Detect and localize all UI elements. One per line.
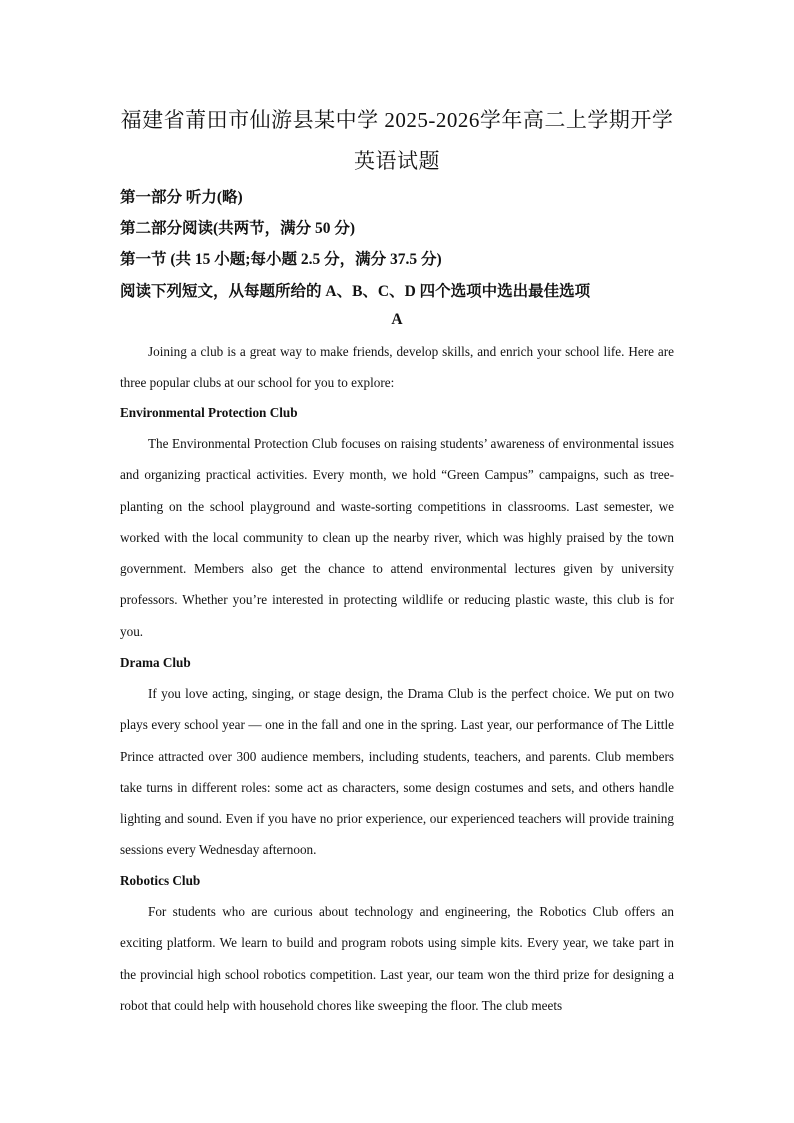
- part-one-heading: 第一部分 听力(略): [120, 189, 243, 206]
- club-heading-drama: Drama Club: [120, 655, 191, 670]
- club-paragraph-drama: If you love acting, singing, or stage design, the Drama Club is the perfect choice. We put on two plays every school year — one in the fall and one in the spring. Last year, our performance of The Little Prince attracted over 300 audience members, including students, teachers, and parents. Club members take turns in different roles: some act as characters, some design costumes and sets, and others handle lighting and sound. Even if you have no prior experience, our experienced teachers will provide training sessions every Wednesday afternoon.: [120, 686, 674, 858]
- part-two-heading: 第二部分阅读(共两节，满分 50 分): [120, 220, 356, 237]
- section-one-heading: 第一节 (共 15 小题;每小题 2.5 分，满分 37.5 分): [120, 251, 442, 268]
- club-heading-environmental: Environmental Protection Club: [120, 405, 298, 420]
- club-paragraph-environmental: The Environmental Protection Club focuses on raising students’ awareness of environmental issues and organizing practical activities. Every month, we hold “Green Campus” campaigns, such as tree-planting on the school playground and waste-sorting competitions in classrooms. Last semester, we worked with the local community to clean up the nearby river, which was highly praised by the town government. Members also get the chance to attend environmental lectures given by university professors. Whether you’re interested in protecting wildlife or reducing plastic waste, this club is for you.: [120, 436, 674, 639]
- reading-instruction: 阅读下列短文，从每题所给的 A、B、C、D 四个选项中选出最佳选项: [120, 283, 591, 300]
- club-paragraph-robotics: For students who are curious about technology and engineering, the Robotics Club offers an exciting platform. We learn to build and program robots using simple kits. Every year, we take part in the provincial high school robotics competition. Last year, our team won the third prize for designing a robot that could help with household chores like sweeping the floor. The club meets: [120, 904, 674, 1013]
- document-subtitle: 英语试题: [354, 149, 440, 173]
- club-heading-robotics: Robotics Club: [120, 873, 201, 888]
- passage-letter: A: [391, 311, 403, 328]
- document-title: 福建省莆田市仙游县某中学 2025-2026学年高二上学期开学: [120, 108, 674, 132]
- intro-paragraph: Joining a club is a great way to make friends, develop skills, and enrich your school life. Here are three popular clubs at our school for you to explore:: [120, 344, 674, 391]
